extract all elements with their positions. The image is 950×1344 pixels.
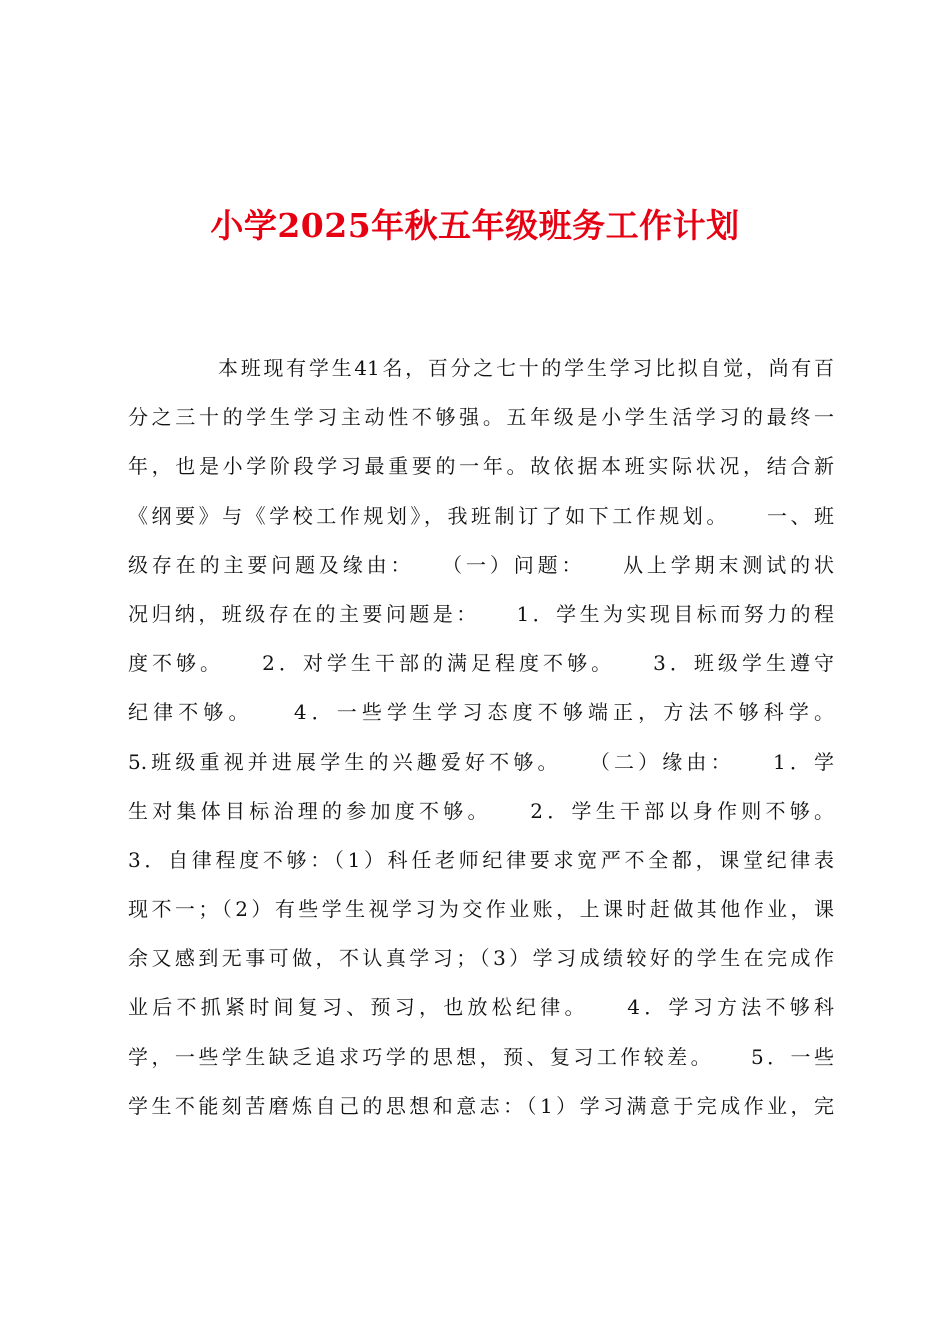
paragraph-line: 生对集体目标治理的参加度不够。 2．学生干部以身作则不够。 bbox=[128, 798, 834, 823]
paragraph-line: 纪律不够。 4．一些学生学习态度不够端正，方法不够科学。 bbox=[128, 700, 834, 725]
paragraph-line: 余又感到无事可做，不认真学习；（3）学习成绩较好的学生在完成作 bbox=[128, 946, 834, 971]
paragraph-line: 度不够。 2．对学生干部的满足程度不够。 3．班级学生遵守 bbox=[128, 651, 834, 676]
paragraph-line: 学生不能刻苦磨炼自己的思想和意志：（1）学习满意于完成作业，完 bbox=[128, 1093, 834, 1118]
paragraph-line: 现不一；（2）有些学生视学习为交作业账，上课时赶做其他作业，课 bbox=[128, 897, 834, 922]
document-title: 小学2025年秋五年级班务工作计划 bbox=[210, 206, 740, 245]
paragraph-line: 本班现有学生41名，百分之七十的学生学习比拟自觉，尚有百 bbox=[218, 356, 834, 380]
paragraph-line: 学，一些学生缺乏追求巧学的思想，预、复习工作较差。 5．一些 bbox=[128, 1044, 834, 1069]
paragraph-line: 年，也是小学阶段学习最重要的一年。故依据本班实际状况，结合新 bbox=[128, 454, 834, 479]
paragraph-line: 《纲要》与《学校工作规划》，我班制订了如下工作规划。 一、班 bbox=[128, 503, 834, 528]
paragraph-line: 级存在的主要问题及缘由： （一）问题： 从上学期末测试的状 bbox=[128, 552, 834, 577]
paragraph-line: 分之三十的学生学习主动性不够强。五年级是小学生活学习的最终一 bbox=[128, 405, 834, 430]
paragraph-line: 况归纳，班级存在的主要问题是： 1．学生为实现目标而努力的程 bbox=[128, 601, 834, 626]
paragraph-line: 业后不抓紧时间复习、预习，也放松纪律。 4．学习方法不够科 bbox=[128, 995, 834, 1020]
paragraph-line: 3．自律程度不够：（1）科任老师纪律要求宽严不全都，课堂纪律表 bbox=[128, 847, 834, 872]
document-body bbox=[128, 344, 834, 1131]
paragraph-line: 5.班级重视并进展学生的兴趣爱好不够。 （二）缘由： 1．学 bbox=[128, 749, 834, 774]
